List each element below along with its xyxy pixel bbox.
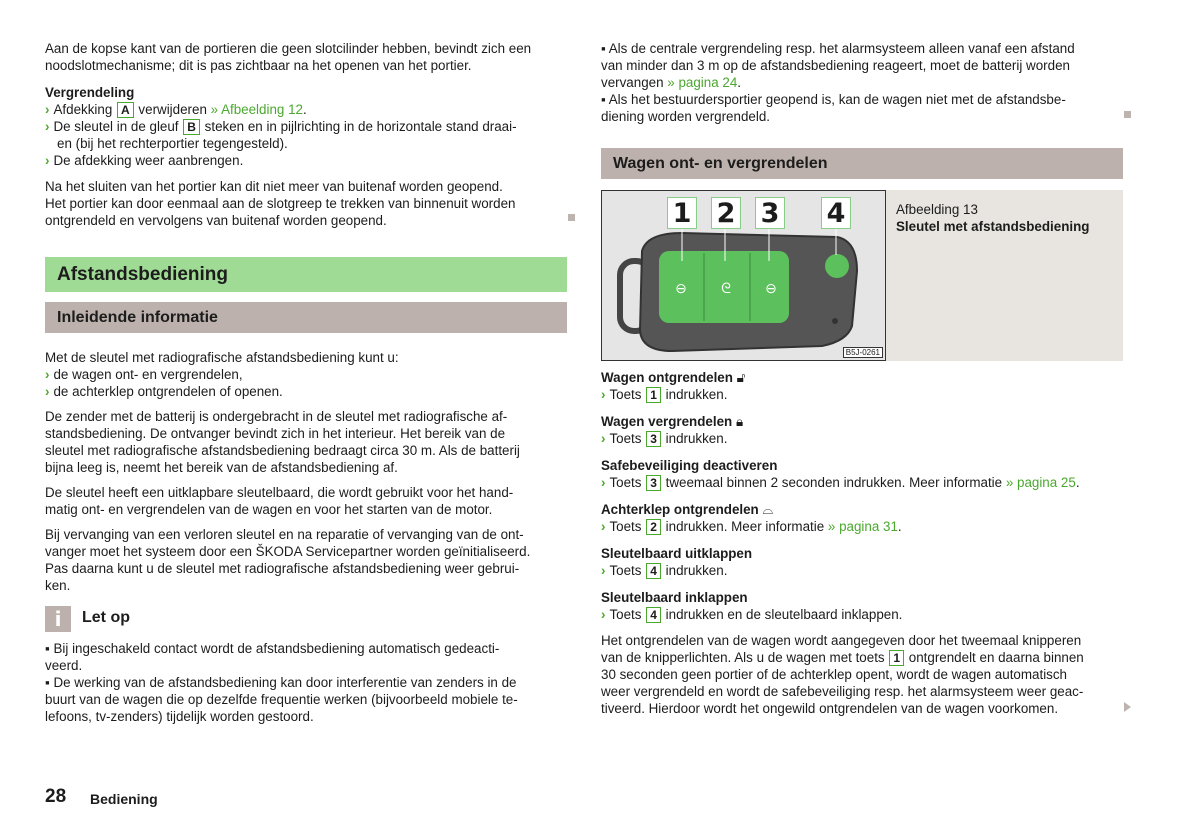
label-box: B xyxy=(183,119,200,135)
text-line: Het portier kan door eenmaal aan de slotgreep te trekken van binnenuit worden xyxy=(45,196,516,211)
chevron-icon: › xyxy=(601,563,606,578)
text-line: ontgrendeld en vervolgens van buitenaf worden geopend. xyxy=(45,213,387,228)
figure-13 xyxy=(601,190,1123,361)
battery-notes: ▪ Als de centrale vergrendeling resp. het alarmsysteem alleen vanaf een afstand van minder dan 3 m op de afstandsbediening reageert, moet de batterij worden vervangen » pagina 24. ▪ Als het bestuurdersportier geopend is, kan de wagen niet met de afstandsbe- diening worden vergrendeld. xyxy=(601,40,1125,125)
text-line: De zender met de batterij is ondergebracht in de sleutel met radiografische af- xyxy=(45,409,508,424)
chevron-icon: › xyxy=(601,519,606,534)
svg-text:⊖: ⊖ xyxy=(675,280,687,296)
key-box: 3 xyxy=(646,431,661,447)
end-marker xyxy=(1124,111,1131,118)
text-line: ▪ Bij ingeschakeld contact wordt de afstandsbediening automatisch gedeacti- xyxy=(45,641,500,656)
step-heading: Achterklep ontgrendelen ⌓ xyxy=(601,502,774,517)
text-line: standsbediening. De ontvanger bevindt zich in het interieur. Het bereik van de xyxy=(45,426,506,441)
chevron-icon: › xyxy=(45,384,50,399)
note-body xyxy=(45,640,569,725)
key-box: 4 xyxy=(646,607,661,623)
chapter-name: Bediening xyxy=(90,791,158,807)
text-line: Aan de kopse kant van de portieren die geen slotcilinder hebben, bevindt zich een xyxy=(45,41,532,56)
page-link[interactable]: » pagina 31 xyxy=(827,519,898,534)
chevron-icon: › xyxy=(45,367,50,382)
text-line: van minder dan 3 m op de afstandsbediening reageert, moet de batterij worden xyxy=(601,58,1070,73)
info-block xyxy=(45,349,569,594)
button-label-1: 1 xyxy=(667,197,697,229)
heading-vergrendeling: Vergrendeling xyxy=(45,85,135,100)
steps: Wagen ontgrendelen 🔓︎ › Toets 1 indrukken. Wagen vergrendelen 🔒︎ › Toets 3 indrukken. Safebeveiliging deactiveren › Toets 3 tweemaal binnen 2 seconden indrukken. Meer informatie » pagina 25. Achterklep ontgrendelen ⌓ › Toets 2 indrukken. Meer informatie » pagina 31. Sleutelbaard uitklappen › Toets 4 indrukken. Sleutelbaard inklappen › Toets 4 indrukken en de sleutelbaard inklappen. Het ontgrendelen van de wagen wordt aangegeven door het tweemaal knipperen van de knipperlichten. Als u de wagen met toets 1 ontgrendelt en daarna binnen 30 seconden geen portier of de achterklep opent, wordt de wagen automatisch weer vergrendeld en wordt de safebeveiliging resp. het alarmsysteem weer geac- tiveerd. Hierdoor wordt het ongewild ontgrendelen van de wagen voorkomen. xyxy=(601,369,1125,717)
label-box: A xyxy=(117,102,134,118)
chevron-icon: › xyxy=(45,102,50,117)
chevron-icon: › xyxy=(601,431,606,446)
chevron-icon: › xyxy=(601,475,606,490)
text-line: Het ontgrendelen van de wagen wordt aangegeven door het tweemaal knipperen xyxy=(601,633,1082,648)
lock-icon: 🔒︎ xyxy=(735,414,744,429)
note-title: Let op xyxy=(82,609,130,626)
key-box: 1 xyxy=(646,387,661,403)
key-box: 3 xyxy=(646,475,661,491)
button-label-3: 3 xyxy=(755,197,785,229)
text-line: tiveerd. Hierdoor wordt het ongewild ontgrendelen van de wagen voorkomen. xyxy=(601,701,1059,716)
text-line: noodslotmechanisme; dit is pas zichtbaar na het openen van het portier. xyxy=(45,58,472,73)
text-line: 30 seconden geen portier of de achterklep opent, wordt de wagen automatisch xyxy=(601,667,1068,682)
text-line: ▪ Als het bestuurdersportier geopend is, kan de wagen niet met de afstandsbe- xyxy=(601,92,1066,107)
step-item: › De sleutel in de gleuf B steken en in pijlrichting in de horizontale stand draai- xyxy=(45,119,517,134)
trunk-icon: ⌓ xyxy=(762,502,774,517)
text-line: Bij vervanging van een verloren sleutel en na reparatie of vervanging van de ont- xyxy=(45,527,524,542)
text-line: sleutel met radiografische afstandsbediening bedraagt circa 30 m. Als de batterij xyxy=(45,443,520,458)
page-link[interactable]: » pagina 25 xyxy=(1005,475,1076,490)
button-label-4: 4 xyxy=(821,197,851,229)
list-item: › de wagen ont- en vergrendelen, xyxy=(45,367,243,382)
svg-text:⊖: ⊖ xyxy=(765,280,777,296)
subsection-title: Inleidende informatie xyxy=(45,302,567,333)
svg-text:ᘓ: ᘓ xyxy=(721,280,731,296)
text-line: buurt van de wagen die op dezelfde frequentie werken (bijvoorbeeld mobiele te- xyxy=(45,692,518,707)
chevron-icon: › xyxy=(45,153,50,168)
step-heading: Sleutelbaard uitklappen xyxy=(601,546,753,561)
text-line: matig ont- en vergrendelen van de wagen en voor het starten van de motor. xyxy=(45,502,493,517)
step-heading: Wagen vergrendelen 🔒︎ xyxy=(601,414,744,429)
text-line: ken. xyxy=(45,578,71,593)
figure-label: Afbeelding 13 xyxy=(896,202,978,217)
text-line: De sleutel heeft een uitklapbare sleutelbaard, die wordt gebruikt voor het hand- xyxy=(45,485,514,500)
text-line: veerd. xyxy=(45,658,83,673)
step-item: › De afdekking weer aanbrengen. xyxy=(45,153,244,168)
left-column xyxy=(45,40,569,229)
step-heading: Safebeveiliging deactiveren xyxy=(601,458,778,473)
page-link[interactable]: » pagina 24 xyxy=(667,75,738,90)
text-line: Na het sluiten van het portier kan dit niet meer van buitenaf worden geopend. xyxy=(45,179,503,194)
button-label-2: 2 xyxy=(711,197,741,229)
step-heading: Sleutelbaard inklappen xyxy=(601,590,748,605)
text-line: vanger moet het systeem door een ŠKODA Servicepartner worden geïnitialiseerd. xyxy=(45,544,531,559)
unlock-icon: 🔓︎ xyxy=(736,370,746,385)
figure-code: B5J-0261 xyxy=(843,347,883,358)
text-line: weer vergrendeld en wordt de safebeveiliging resp. het alarmsysteem weer geac- xyxy=(601,684,1084,699)
step-item: › Afdekking A verwijderen » Afbeelding 12. xyxy=(45,102,307,117)
figure-caption: Sleutel met afstandsbediening xyxy=(896,219,1090,234)
figure-link[interactable]: » Afbeelding 12 xyxy=(210,102,303,117)
step-heading: Wagen ontgrendelen 🔓︎ xyxy=(601,370,746,385)
key-fob-image xyxy=(601,190,886,361)
continue-arrow-icon xyxy=(1124,702,1131,712)
text-line: Pas daarna kunt u de sleutel met radiografische afstandsbediening weer gebrui- xyxy=(45,561,520,576)
text-line: lefoons, tv-zenders) tijdelijk worden gestoord. xyxy=(45,709,314,724)
section-title-right: Wagen ont- en vergrendelen xyxy=(601,148,1123,179)
text-line: ▪ Als de centrale vergrendeling resp. het alarmsysteem alleen vanaf een afstand xyxy=(601,41,1075,56)
chevron-icon: › xyxy=(45,119,50,134)
chevron-icon: › xyxy=(601,607,606,622)
info-icon: i xyxy=(45,606,71,632)
list-item: › de achterklep ontgrendelen of openen. xyxy=(45,384,283,399)
end-marker xyxy=(568,214,575,221)
key-box: 2 xyxy=(646,519,661,535)
text-line: diening worden vergrendeld. xyxy=(601,109,770,124)
section-title: Afstandsbediening xyxy=(45,257,567,292)
text-line: ▪ De werking van de afstandsbediening kan door interferentie van zenders in de xyxy=(45,675,517,690)
key-box: 4 xyxy=(646,563,661,579)
key-box: 1 xyxy=(889,650,904,666)
page-number: 28 xyxy=(45,786,67,807)
text-line: Met de sleutel met radiografische afstandsbediening kunt u: xyxy=(45,350,399,365)
text-line: en (bij het rechterportier tegengesteld). xyxy=(57,136,288,151)
chevron-icon: › xyxy=(601,387,606,402)
text-line: bijna leeg is, neemt het bereik van de afstandsbediening af. xyxy=(45,460,398,475)
